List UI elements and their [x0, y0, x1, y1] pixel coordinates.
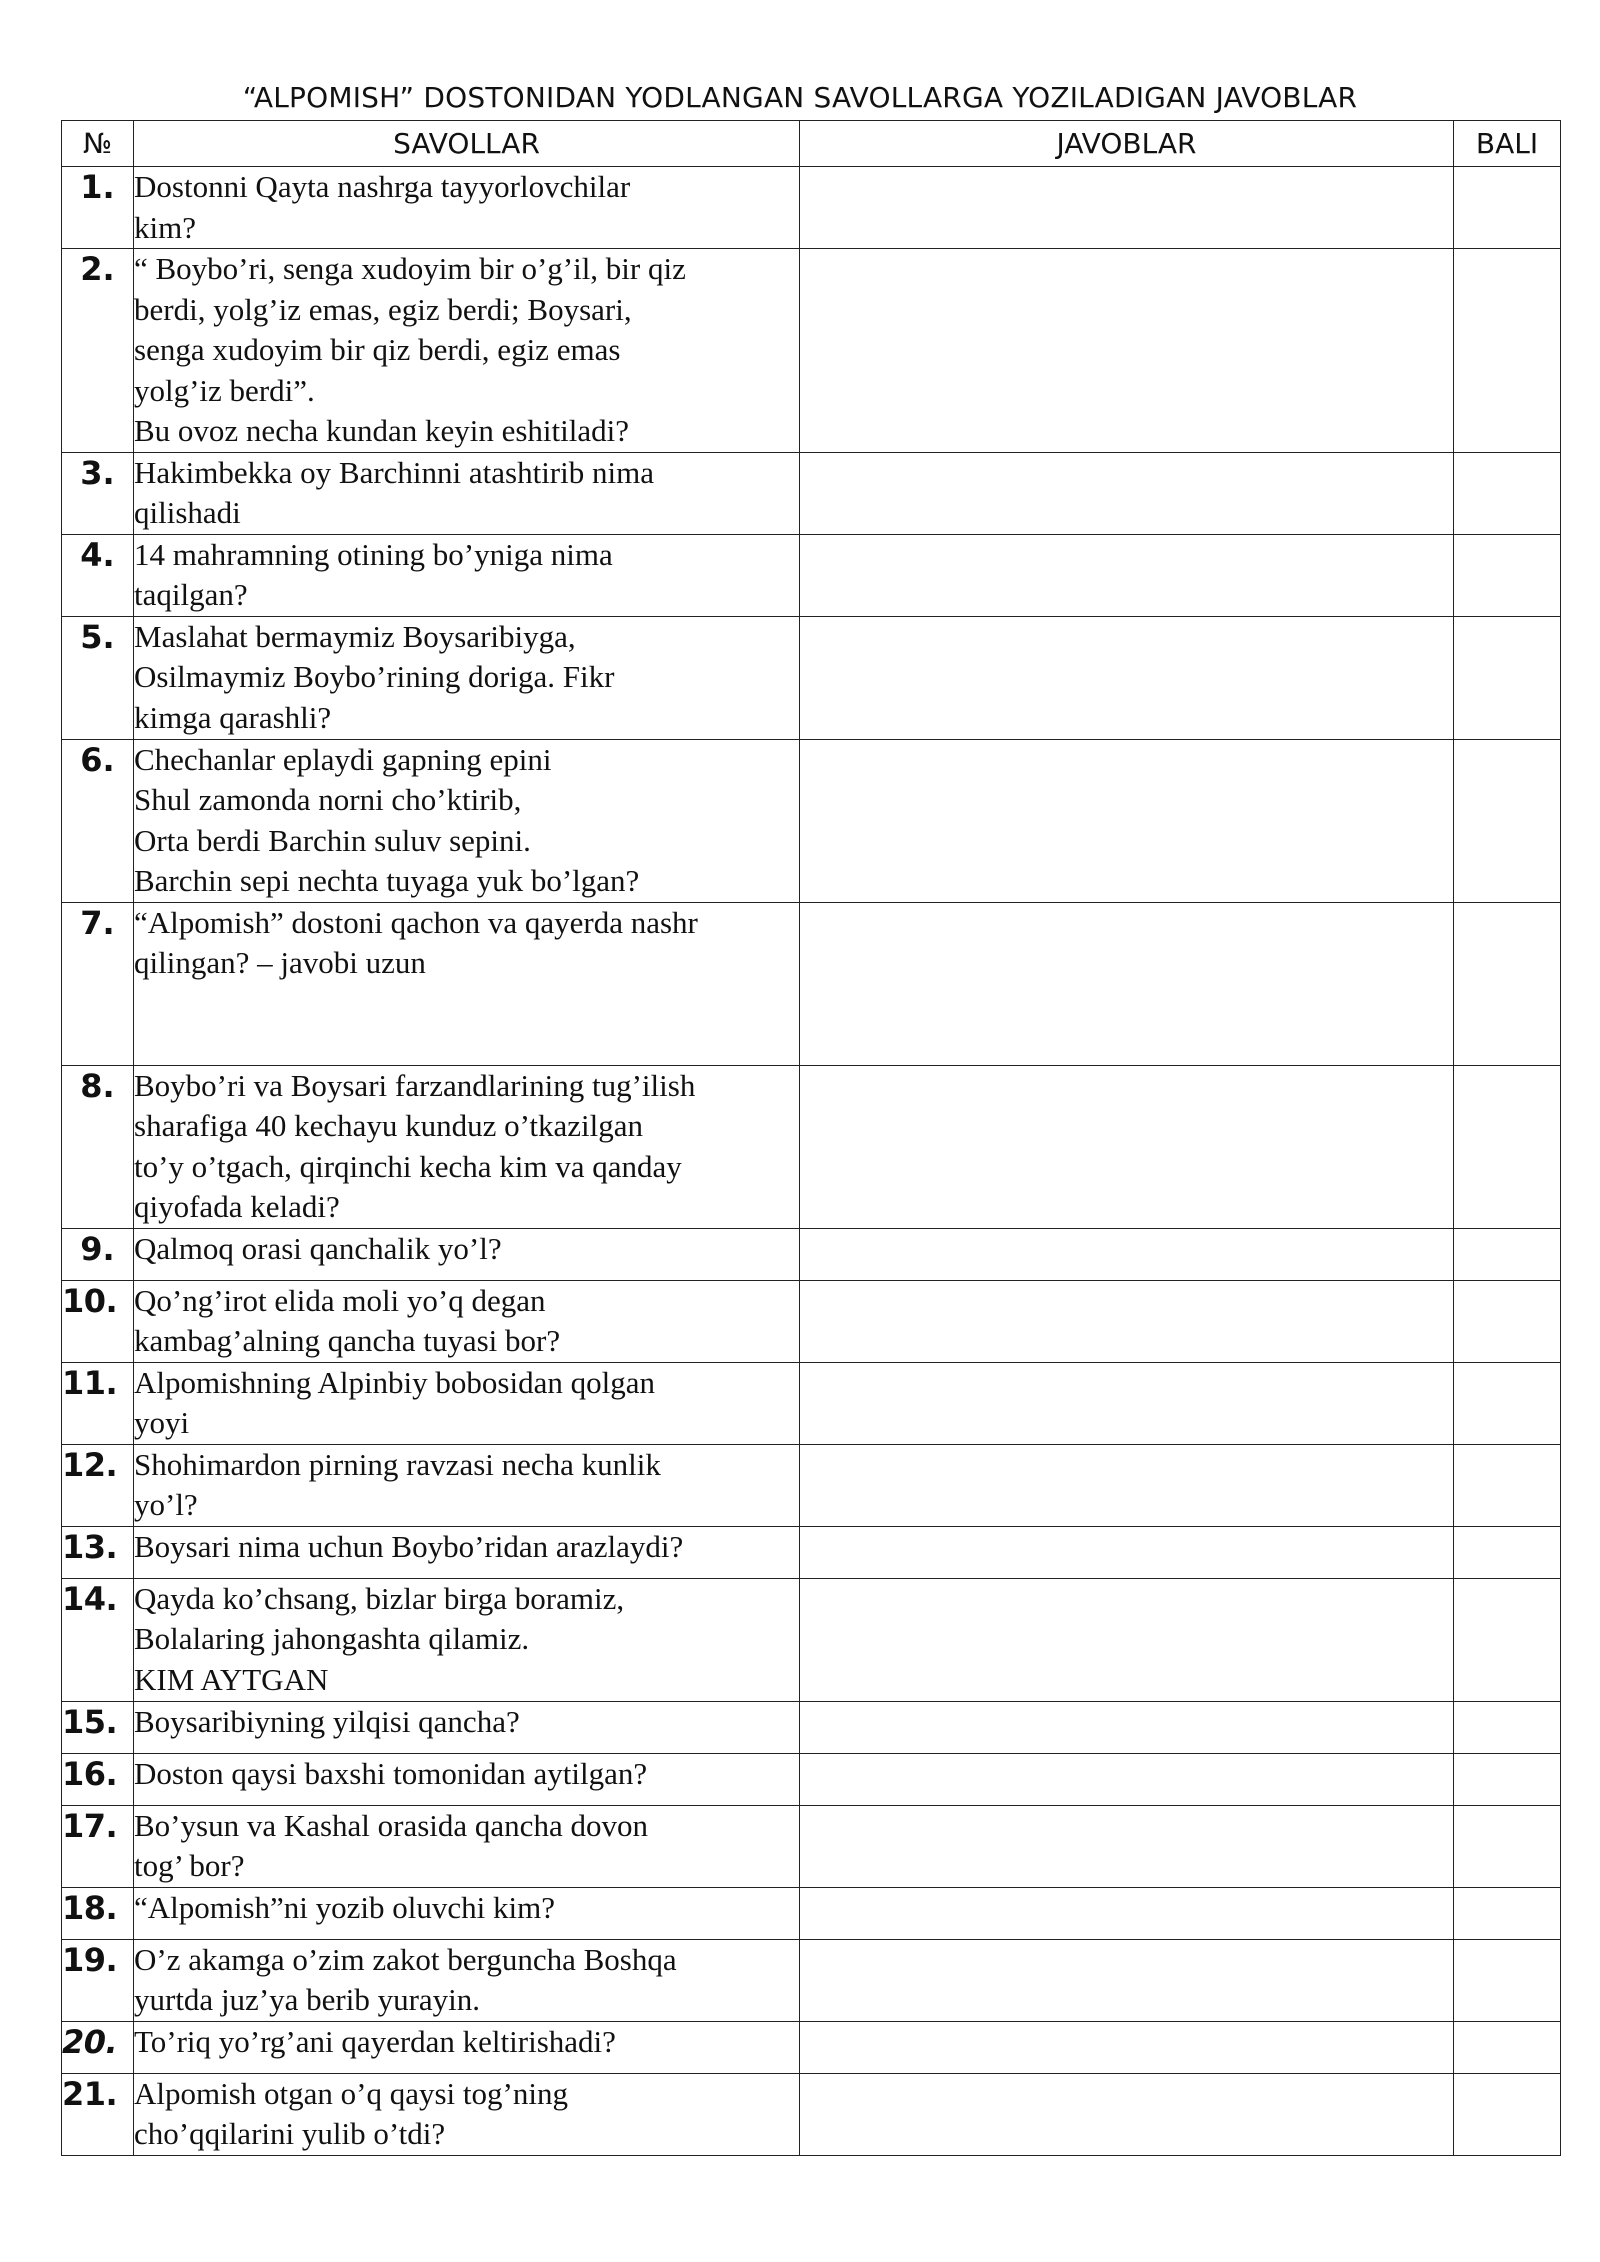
document-title: “ALPOMISH” DOSTONIDAN YODLANGAN SAVOLLARGA YOZILADIGAN JAVOBLAR	[242, 81, 1358, 114]
score-cell[interactable]	[1454, 1578, 1561, 1701]
question-number: 21.	[62, 2073, 134, 2155]
score-cell[interactable]	[1454, 1701, 1561, 1753]
questions-table	[61, 120, 1561, 2156]
table-row	[62, 1280, 1561, 1362]
table-row	[62, 1701, 1561, 1753]
score-cell[interactable]	[1454, 1939, 1561, 2021]
answer-cell[interactable]	[800, 1280, 1454, 1362]
score-cell[interactable]	[1454, 1065, 1561, 1228]
table-row	[62, 1887, 1561, 1939]
question-text: 14 mahramning otining bo’yniga nima taqilgan?	[134, 534, 800, 616]
score-cell[interactable]	[1454, 1526, 1561, 1578]
question-number: 1.	[62, 167, 134, 249]
answer-cell[interactable]	[800, 902, 1454, 1065]
score-cell[interactable]	[1454, 2073, 1561, 2155]
answer-cell[interactable]	[800, 1753, 1454, 1805]
question-text: Qo’ng’irot elida moli yo’q degan kambag’alning qancha tuyasi bor?	[134, 1280, 800, 1362]
question-number: 14.	[62, 1578, 134, 1701]
score-cell[interactable]	[1454, 739, 1561, 902]
questions-column-header: SAVOLLAR	[134, 121, 800, 167]
score-cell[interactable]	[1454, 1887, 1561, 1939]
score-column-header: BALI	[1454, 121, 1561, 167]
score-cell[interactable]	[1454, 167, 1561, 249]
answer-cell[interactable]	[800, 2073, 1454, 2155]
table-row	[62, 1362, 1561, 1444]
table-row	[62, 1526, 1561, 1578]
answer-cell[interactable]	[800, 1887, 1454, 1939]
table-row	[62, 1444, 1561, 1526]
score-cell[interactable]	[1454, 902, 1561, 1065]
table-row	[62, 2021, 1561, 2073]
question-text: Bo’ysun va Kashal orasida qancha dovon tog’ bor?	[134, 1805, 800, 1887]
question-text: “Alpomish” dostoni qachon va qayerda nashr qilingan? – javobi uzun	[134, 902, 800, 1065]
question-number: 8.	[62, 1065, 134, 1228]
score-cell[interactable]	[1454, 534, 1561, 616]
question-text: Shohimardon pirning ravzasi necha kunlik yo’l?	[134, 1444, 800, 1526]
number-column-header: №	[62, 121, 134, 167]
table-row	[62, 1753, 1561, 1805]
table-row	[62, 1805, 1561, 1887]
question-number: 17.	[62, 1805, 134, 1887]
question-text: Boybo’ri va Boysari farzandlarining tug’ilish sharafiga 40 kechayu kunduz o’tkazilgan to’y o’tgach, qirqinchi kecha kim va qanday qiyofada keladi?	[134, 1065, 800, 1228]
score-cell[interactable]	[1454, 2021, 1561, 2073]
answer-cell[interactable]	[800, 1805, 1454, 1887]
table-row	[62, 452, 1561, 534]
question-number: 2.	[62, 249, 134, 453]
question-number: 6.	[62, 739, 134, 902]
answer-cell[interactable]	[800, 249, 1454, 453]
question-number: 16.	[62, 1753, 134, 1805]
question-text: Doston qaysi baxshi tomonidan aytilgan?	[134, 1753, 800, 1805]
table-row	[62, 1939, 1561, 2021]
question-number: 5.	[62, 616, 134, 739]
question-number: 19.	[62, 1939, 134, 2021]
score-cell[interactable]	[1454, 1280, 1561, 1362]
table-row	[62, 616, 1561, 739]
question-text: Chechanlar eplaydi gapning epini Shul zamonda norni cho’ktirib, Orta berdi Barchin suluv sepini. Barchin sepi nechta tuyaga yuk bo’lgan?	[134, 739, 800, 902]
question-text: To’riq yo’rg’ani qayerdan keltirishadi?	[134, 2021, 800, 2073]
score-cell[interactable]	[1454, 249, 1561, 453]
answers-column-header: JAVOBLAR	[800, 121, 1454, 167]
question-number: 9.	[62, 1228, 134, 1280]
answer-cell[interactable]	[800, 1526, 1454, 1578]
question-number: 15.	[62, 1701, 134, 1753]
answer-cell[interactable]	[800, 616, 1454, 739]
question-number: 20.	[62, 2021, 134, 2073]
score-cell[interactable]	[1454, 452, 1561, 534]
question-number: 4.	[62, 534, 134, 616]
answer-cell[interactable]	[800, 1065, 1454, 1228]
question-text: Alpomish otgan o’q qaysi tog’ning cho’qqilarini yulib o’tdi?	[134, 2073, 800, 2155]
answer-cell[interactable]	[800, 1228, 1454, 1280]
answer-cell[interactable]	[800, 1939, 1454, 2021]
answer-cell[interactable]	[800, 1701, 1454, 1753]
answer-cell[interactable]	[800, 739, 1454, 902]
answer-cell[interactable]	[800, 167, 1454, 249]
table-header-row	[62, 121, 1561, 167]
question-text: Dostonni Qayta nashrga tayyorlovchilar kim?	[134, 167, 800, 249]
answer-cell[interactable]	[800, 534, 1454, 616]
answer-cell[interactable]	[800, 1578, 1454, 1701]
score-cell[interactable]	[1454, 1753, 1561, 1805]
score-cell[interactable]	[1454, 1228, 1561, 1280]
table-row	[62, 249, 1561, 453]
question-text: O’z akamga o’zim zakot berguncha Boshqa yurtda juz’ya berib yurayin.	[134, 1939, 800, 2021]
score-cell[interactable]	[1454, 1362, 1561, 1444]
question-number: 13.	[62, 1526, 134, 1578]
answer-cell[interactable]	[800, 1444, 1454, 1526]
question-text: Alpomishning Alpinbiy bobosidan qolgan yoyi	[134, 1362, 800, 1444]
table-row	[62, 902, 1561, 1065]
question-text: Hakimbekka oy Barchinni atashtirib nima qilishadi	[134, 452, 800, 534]
table-row	[62, 534, 1561, 616]
table-row	[62, 1065, 1561, 1228]
score-cell[interactable]	[1454, 1444, 1561, 1526]
answer-cell[interactable]	[800, 1362, 1454, 1444]
question-number: 3.	[62, 452, 134, 534]
question-number: 18.	[62, 1887, 134, 1939]
score-cell[interactable]	[1454, 1805, 1561, 1887]
score-cell[interactable]	[1454, 616, 1561, 739]
question-text: Qayda ko’chsang, bizlar birga boramiz, Bolalaring jahongashta qilamiz. KIM AYTGAN	[134, 1578, 800, 1701]
question-text: Maslahat bermaymiz Boysaribiyga, Osilmaymiz Boybo’rining doriga. Fikr kimga qarashli?	[134, 616, 800, 739]
answer-cell[interactable]	[800, 2021, 1454, 2073]
question-text: “Alpomish”ni yozib oluvchi kim?	[134, 1887, 800, 1939]
question-text: Boysaribiyning yilqisi qancha?	[134, 1701, 800, 1753]
answer-cell[interactable]	[800, 452, 1454, 534]
table-row	[62, 2073, 1561, 2155]
table-row	[62, 167, 1561, 249]
table-row	[62, 1228, 1561, 1280]
table-row	[62, 739, 1561, 902]
question-number: 7.	[62, 902, 134, 1065]
question-text: Boysari nima uchun Boybo’ridan arazlaydi?	[134, 1526, 800, 1578]
question-text: Qalmoq orasi qanchalik yo’l?	[134, 1228, 800, 1280]
question-text: “ Boybo’ri, senga xudoyim bir o’g’il, bir qiz berdi, yolg’iz emas, egiz berdi; Boysari, senga xudoyim bir qiz berdi, egiz emas yolg’iz berdi”. Bu ovoz necha kundan keyin eshitiladi?	[134, 249, 800, 453]
question-number: 10.	[62, 1280, 134, 1362]
question-number: 12.	[62, 1444, 134, 1526]
table-row	[62, 1578, 1561, 1701]
question-number: 11.	[62, 1362, 134, 1444]
